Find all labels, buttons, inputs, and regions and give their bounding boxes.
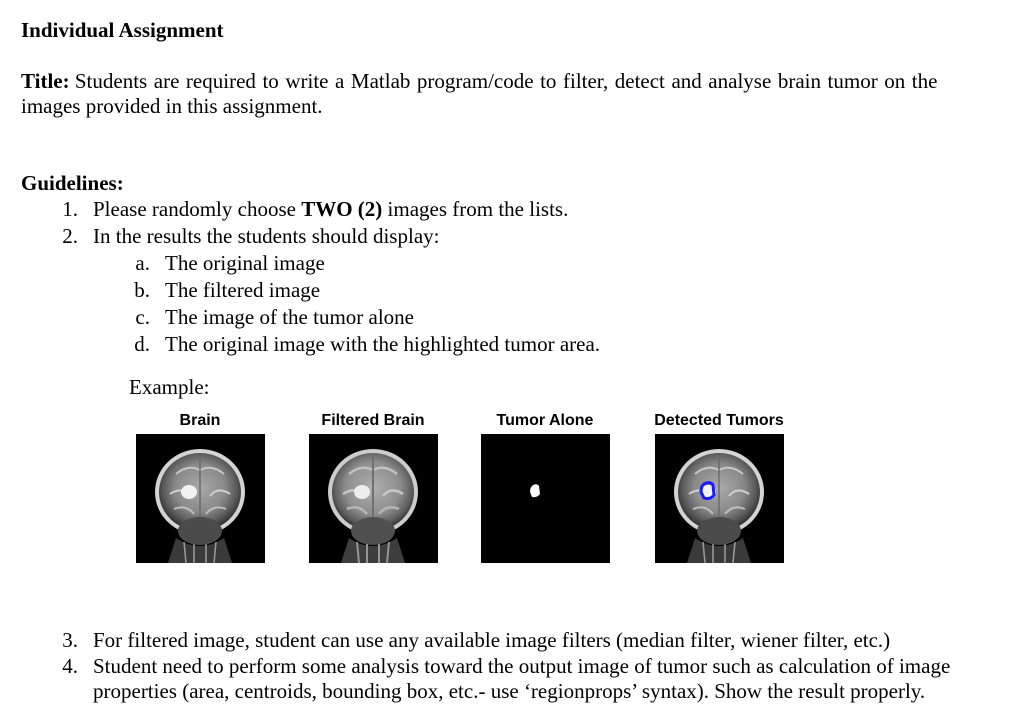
example-label: Example: — [129, 375, 210, 399]
title-label: Title: — [21, 69, 70, 93]
sub-item-letter: d. — [134, 332, 150, 356]
item-number: 3. — [62, 628, 78, 652]
filtered-brain-image — [309, 434, 438, 563]
sub-item-text: The filtered image — [165, 278, 321, 302]
sub-item-letter: a. — [135, 251, 150, 275]
item-number: 2. — [62, 224, 78, 248]
item-text: For filtered image, student can use any available image filters (median filter, wiener filter, etc.) — [93, 628, 891, 652]
title-paragraph-line1 — [21, 69, 937, 94]
sub-item-letter: c. — [135, 305, 150, 329]
title-text-line2: images provided in this assignment. — [21, 94, 323, 118]
sub-item-c — [128, 305, 728, 331]
guideline-item-1 — [56, 197, 756, 223]
item-text-pre: Please randomly choose — [93, 197, 302, 221]
guideline-item-4 — [56, 654, 1016, 680]
item-text-post: images from the lists. — [382, 197, 569, 221]
figure-caption-tumor: Tumor Alone — [496, 412, 594, 429]
sub-item-text: The image of the tumor alone — [165, 305, 414, 329]
sub-item-letter: b. — [134, 278, 150, 302]
item-text: In the results the students should display: — [93, 224, 440, 248]
guideline-item-3 — [56, 628, 1016, 654]
guideline-item-4-line2: properties (area, centroids, bounding box, etc.- use ‘regionprops’ syntax). Show the result properly. — [93, 679, 926, 703]
tumor-alone-image — [481, 434, 610, 563]
sub-item-d — [128, 332, 728, 358]
sub-item-a — [128, 251, 728, 277]
guideline-item-2 — [56, 224, 756, 250]
brain-image — [136, 434, 265, 563]
title-text-line1: Students are required to write a Matlab program/code to filter, detect and analyse brain tumor on the — [74, 69, 938, 93]
item-number: 4. — [62, 654, 78, 678]
document-heading: Individual Assignment — [21, 18, 224, 42]
item-text-bold: TWO (2) — [301, 197, 383, 221]
figure-caption-filtered: Filtered Brain — [321, 412, 425, 429]
guidelines-label: Guidelines: — [21, 171, 124, 195]
sub-item-text: The original image with the highlighted tumor area. — [165, 332, 601, 356]
item-text-line1: Student need to perform some analysis toward the output image of tumor such as calculation of image — [93, 654, 951, 678]
sub-item-text: The original image — [165, 251, 325, 275]
figure-caption-brain: Brain — [179, 412, 221, 429]
sub-item-b — [128, 278, 728, 304]
detected-tumor-image — [655, 434, 784, 563]
figure-caption-detected: Detected Tumors — [654, 412, 784, 429]
item-number: 1. — [62, 197, 78, 221]
